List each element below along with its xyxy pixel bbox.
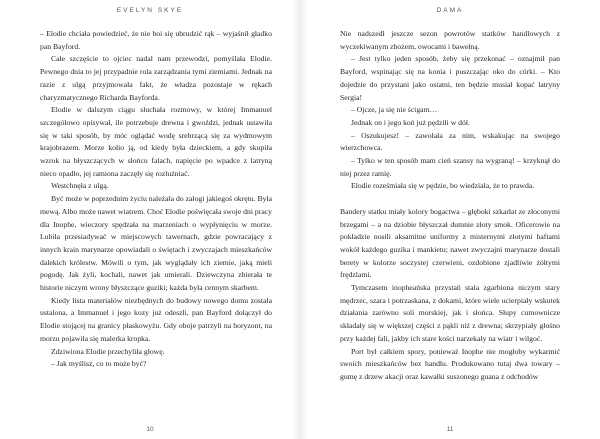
left-page-header: EVELYN SKYE — [116, 7, 184, 14]
paragraph: Tymczasem inopheańska przystań stała zgarbiona niczym stary mędrzec, szara i potrzaskana, z dokami, które wiele ucierpiały wskutek działania zarówno soli morskiej, jak i słońca. Słupy cumownicze składały się w większej części z pąkli niż z drewna; skrzypiały głośno przy każdej fali, jakby ich stare kości narzekały na wiatr i wilgoć. — [340, 283, 560, 343]
right-page-number: 11 — [446, 426, 454, 433]
paragraph: Zdziwiona Elodie przechyliła głowę. — [51, 346, 165, 356]
paragraph: – Oszukujesz! – zawołała za nim, wskakując na swojego wierzchowca. — [340, 130, 560, 153]
paragraph: Westchnęła z ulgą. — [51, 181, 109, 191]
left-page-body — [40, 28, 272, 371]
right-page-header: DAMA — [436, 7, 464, 14]
paragraph: Bandery statku miały kolory bogactwa – głęboki szkarłat ze złoconymi brzegami – a na dziobie błyszczał dumnie złoty smok. Oficerowie na pokładzie nosili aksamitne uniformy z misternymi złotymi haftami wokół każdego guzika i mankietu; nawet zwyczajni marynarze dostali berety w kolorze soczystej czerwieni, ozdobione zjadliwie żółtymi frędzlami. — [340, 206, 560, 280]
paragraph: Być może w poprzednim życiu należała do załogi jakiegoś okrętu. Była mewą. Albo może nawet wiatrem. Choć Elodie poświęcała swoje dni pracy dla Inophe, wieczory spędzała na marzeniach o wypłynięciu w morze. Lubiła przesiadywać w miejscowych tawernach, gdzie powracający z innych krain marynarze opowiadali o świętach i zwyczajach mieszkańców dalekich królestw. Mówili o tym, jak wyglądały ich ziemie, jaką mieli pogodę. Jak żyli, kochali, nawet jak umierali. Dziewczyna zbierała te historie niczym wrony błyszczące guziki; każda była cennym skarbem. — [40, 194, 272, 293]
book-gutter-shadow — [292, 0, 308, 439]
paragraph: Elodie w dalszym ciągu słuchała rozmowy, w której Immanuel szczegółowo opisywał, ile potrzebuje drewna i gwoździ, jednak ustawiła się w taki sposób, by móc oglądać wodę srebrzącą się za wydmowym krajobrazem. Morze kołio ją, od kiedy była dzieckiem, a gdy skupiła wzrok na błyszczących w słońcu falach, napięcie po wpadce z latryną nieco opadło, jej ramiona zaczęły się rozluźniać. — [40, 105, 272, 178]
paragraph: – Jak myślisz, co to może być? — [51, 359, 147, 369]
paragraph: Kiedy lista materiałów niezbędnych do budowy nowego domu została ustalona, a Immanuel i jego kozy już odeszli, pan Bayford dołączył do Elodie stojącej na granicy płaskowyżu. Gdy oboje patrzyli na horyzont, na morzu pojawiła się malerka kropka. — [40, 295, 272, 343]
paragraph: – Elodie chciała powiedzieć, że nie boi się ubrudzić rąk – wyjaśnił gładko pan Bayford. — [40, 29, 272, 51]
paragraph: Całe szczęście to ojciec nadal nam przewodzi, pomyślała Elodie. Pewnego dnia to jej przypadnie rola zarządzania tymi ziemiami. Jednak na razie z ulgą przyjmowała fakt, że władza pozostaje w rękach charyzmatycznego Richarda Bayforda. — [40, 54, 272, 102]
paragraph: Nie nadszedł jeszcze sezon powrotów statków handlowych z wyczekiwanym zbożem, owocami i bawełną. — [340, 29, 560, 51]
right-page-body — [340, 28, 560, 384]
left-page-number: 10 — [146, 426, 154, 433]
right-page — [300, 0, 600, 439]
paragraph: Jednak on i jego koń już pędzili w dół. — [351, 117, 470, 127]
paragraph: Port był całkiem spory, ponieważ Inophe nie mogłoby wykarmić swoich mieszkańców bez handlu. Produkowano tutaj dwa towary – gumę z drzew akacji oraz kawałki suszonego guana z odchodów — [340, 346, 560, 381]
paragraph: Elodie roześmiała się w pędzie, bo wiedziała, że to prawda. — [351, 181, 535, 191]
paragraph: – Tylko w ten sposób mam cień szansy na wygraną! – krzyknął do niej przez ramię. — [340, 156, 560, 178]
paragraph: – Jest tylko jeden sposób, żeby się przekonać – oznajmił pan Bayford, wspinając się na konia i puszczając oko do córki. – Kto dojedzie do przystani jako ostatni, ten będzie musiał kopać latryny Sergia! — [340, 54, 560, 102]
paragraph: – Ojcze, ja się nie ścigam… — [351, 105, 438, 115]
